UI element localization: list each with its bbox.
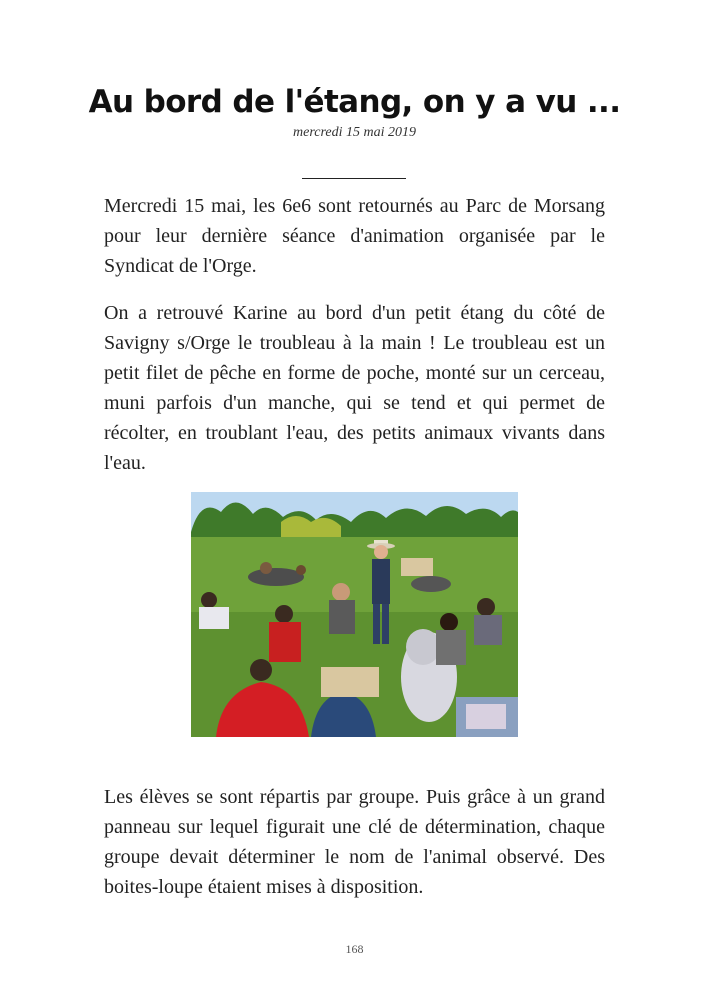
paragraph-intro: Mercredi 15 mai, les 6e6 sont retournés au Parc de Morsang pour leur dernière séance d'animation organisée par le Syndicat de l'Orge. <box>104 195 605 277</box>
paragraph-troubleau: On a retrouvé Karine au bord d'un petit étang du côté de Savigny s/Orge le troubleau à la main ! Le troubleau est un petit filet de pêche en forme de poche, monté sur un cerceau, muni parfois d'un manche, qui se tend et qui permet de récolter, en troublant l'eau, des petits animaux vivants dans l'eau. <box>104 302 605 474</box>
article-date: mercredi 15 mai 2019 <box>293 125 416 140</box>
page-number: 168 <box>345 942 364 956</box>
title-divider <box>302 178 406 179</box>
photo-students-in-park <box>191 492 518 737</box>
article-title: Au bord de l'étang, on y a vu ... <box>88 84 621 120</box>
paragraph-groups: Les élèves se sont répartis par groupe. Puis grâce à un grand panneau sur lequel figurait une clé de détermination, chaque groupe devait déterminer le nom de l'animal observé. Des boites-loupe étaient mises à disposition. <box>104 786 605 898</box>
